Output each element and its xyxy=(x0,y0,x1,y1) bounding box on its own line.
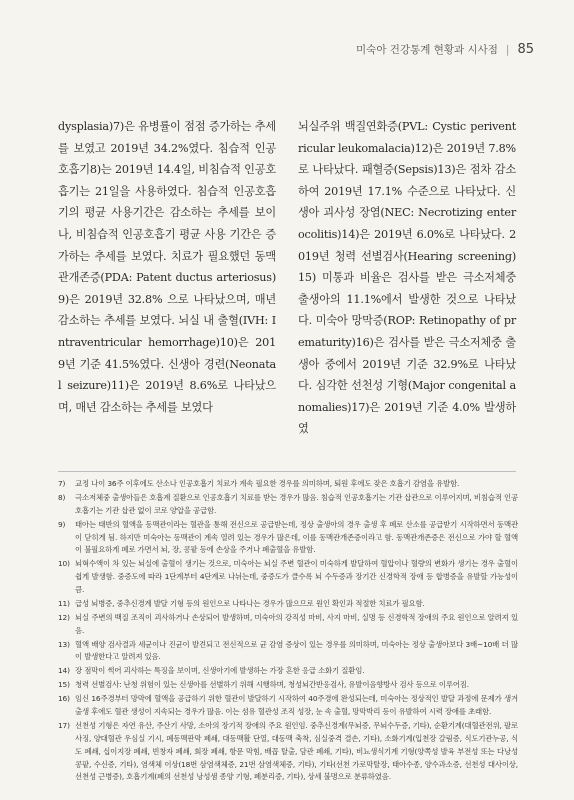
footnote-text: 혈액 배양 검사결과 세균이나 진균이 발견되고 전신적으로 균 감염 증상이 있는 경우를 의미하며, 미숙아는 정상 출생아보다 3배~10배 더 많이 발생한다고 알려져 있음. xyxy=(75,639,518,662)
footnote xyxy=(58,598,518,611)
footnote xyxy=(58,693,518,719)
footnote xyxy=(58,612,518,638)
footnote-number: 17) xyxy=(58,721,70,731)
footnote-number: 9) xyxy=(58,519,66,529)
footnote-text: 청력 선별검사: 난청 위험이 있는 신생아를 선별하기 위해 시행하며, 청성뇌간반응검사, 유발이음향방사 검사 등으로 이루어짐. xyxy=(75,680,469,690)
footnote-text: 임신 16주경부터 망막에 혈액을 공급하기 위한 혈관이 발달하기 시작하여 40주경에 완성되는데, 미숙아는 정상적인 발달 과정에 문제가 생겨 출생 후에도 혈관 생성이 지속되는 경우가 많음. 이는 섬유 혈관성 조직 성장, 눈 속 출혈, 망막박리 등이 유발하여 시력 장애를 초래함. xyxy=(75,694,518,717)
footnote xyxy=(58,679,518,692)
page-number: 85 xyxy=(517,42,534,57)
footnote-number: 11) xyxy=(58,598,70,608)
footnote-text: 급성 뇌병증, 중추신경계 발달 기형 등의 원인으로 나타나는 경우가 많으므로 원인 확인과 적절한 치료가 필요함. xyxy=(75,598,425,608)
footnote-number: 7) xyxy=(58,479,66,488)
footnote-number: 15) xyxy=(58,680,70,690)
footnote-text: 장 점막이 썩어 괴사하는 특징을 보이며, 신생아기에 발생하는 가장 흔한 응급 소화기 질환임. xyxy=(75,666,365,676)
footnote xyxy=(58,492,518,518)
footnote-number: 8) xyxy=(58,492,66,502)
footnote xyxy=(58,519,518,557)
footnote-text: 선천성 기형은 자연 유산, 주산기 사망, 소아의 장기적 장애의 주요 원인임. 중추신경계(무뇌증, 무뇌수두증, 기타), 순환기계(대혈관전위, 팔로사징, 양대혈관 우심실 기시, 폐동맥판막 폐쇄, 대동맥활 단열, 대동맥 축착, 심실중격 결손, 기타), 소화기계(입천장 갈림증, 식도기관누공, 식도 폐쇄, 십이지장 폐쇄, 빈창자 폐쇄, 회장 폐쇄, 항문 막힘, 배꼽 탈출, 담관 폐쇄, 기타), 비뇨생식기계 기형(양쪽성 발육 부전성 또는 다낭성 콩팥, 수신증, 기타), 염색체 이상(18번 삼염색체증, 21번 삼염색체증, 기타), 기타(선천 가로막탈장, 태아수종, 양수과소증, 선천성 대사이상, 선천성 근병증), 호흡기계(폐의 선천성 낭성샘 종양 기형, 폐분리증, 기타), 상세 불명으로 분류하였음. xyxy=(75,721,518,782)
left-column xyxy=(58,116,276,440)
running-header-title: 미숙아 건강통계 현황과 시사점 xyxy=(356,44,498,56)
footnote xyxy=(58,558,518,596)
footnote xyxy=(58,665,518,678)
footnote-text: 극소저체중 출생아들은 호흡계 질환으로 인공호흡기 치료를 받는 경우가 많음. 침습적 인공호흡기는 기관 삽관으로 이루어지며, 비침습적 인공호흡기는 기관 삽관 없이 코로 양압을 공급함. xyxy=(75,492,518,515)
footnote-text: 뇌혁수액이 차 있는 뇌실에 출혈이 생기는 것으로, 미숙아는 뇌실 주변 혈관이 미숙하게 발달하여 혈압이나 혈량의 변화가 생기는 경우 출혈이 쉽게 발생함. 중증도에 따라 1단계부터 4단계로 나뉘는데, 중증도가 클수록 뇌 수두증과 장기간 신경학적 장애 등 합병증을 유발할 가능성이 큼. xyxy=(75,559,518,594)
footnotes xyxy=(58,478,518,785)
footnote xyxy=(58,639,518,665)
right-column-paragraph: 뇌실주위 백질연화증(PVL: Cystic periventricular leukomalacia)12)은 2019년 7.8% 로 나타났다. 패혈증(Sepsis)13)은 점차 감소하여 2019년 17.1% 수준으로 나타났다. 신생아 괴사성 장염(NEC: Necrotizing enterocolitis)14)은 2019년 6.0%로 나타났다. 2019년 청력 선별검사(Hearing screening)15) 미통과 비율은 검사를 받은 극소저체중 출생아의 11.1%에서 발생한 것으로 나타났다. 미숙아 망막증(ROP: Retinopathy of prematurity)16)은 검사를 받은 극소저체중 출생아 중에서 2019년 기준 32.9%로 나타났다. 심각한 선천성 기형(Major congenital anomalies)17)은 2019년 기준 4.0% 발생하였 xyxy=(298,120,516,436)
footnote xyxy=(58,478,518,491)
footnote-text: 교정 나이 36주 이후에도 산소나 인공호흡기 치료가 계속 필요한 경우를 의미하며, 퇴원 후에도 잦은 호흡기 감염을 유발함. xyxy=(75,479,460,488)
running-header xyxy=(356,42,534,57)
body-text xyxy=(58,116,516,440)
footnote xyxy=(58,720,518,784)
footnote-text: 태아는 태반의 혈액을 동맥관이라는 혈관을 통해 전신으로 공급받는데, 정상 출생아의 경우 출생 후 폐로 산소를 공급받기 시작하면서 동맥관이 닫히게 됨. 하지만 미숙아는 동맥관이 계속 열려 있는 경우가 많은데, 이를 동맥관개존증이라고 함. 동맥관개존증은 전신으로 가야 할 혈액이 불필요하게 폐로 가면서 뇌, 장, 콩팥 등에 손상을 주거나 폐출혈을 유발함. xyxy=(75,519,518,555)
footnote-number: 14) xyxy=(58,666,70,676)
footnote-text: 뇌실 주변의 백질 조직이 괴사하거나 손상되어 발생하며, 미숙아의 강직성 마비, 사지 마비, 실명 등 신경학적 장애의 주요 원인으로 알려져 있음. xyxy=(75,612,518,635)
footnote-number: 16) xyxy=(58,694,70,704)
footnote-number: 12) xyxy=(58,612,70,622)
footnote-divider xyxy=(58,471,516,472)
footnote-number: 13) xyxy=(58,639,70,649)
header-separator: | xyxy=(505,43,510,56)
left-column-paragraph: dysplasia)7)은 유병률이 점점 증가하는 추세를 보였고 2019년 34.2%였다. 침습적 인공호흡기8)는 2019년 14.4일, 비침습적 인공호흡기는 21일을 사용하였다. 침습적 인공호흡기의 평균 사용기간은 감소하는 추세를 보이나, 비침습적 인공호흡기 평균 사용 기간은 증가하는 추세를 보였다. 치료가 필요했던 동맥관개존증(PDA: Patent ductus arteriosus)9)은 2019년 32.8% 으로 나타났으며, 매년 감소하는 추세를 보였다. 뇌실 내 출혈(IVH: Intraventricular hemorrhage)10)은 2019년 기준 41.5%였다. 신생아 경련(Neonatal seizure)11)은 2019년 8.6%로 나타났으며, 매년 감소하는 추세를 보였다 xyxy=(58,120,276,414)
right-column xyxy=(298,116,516,440)
footnote-number: 10) xyxy=(58,559,70,569)
